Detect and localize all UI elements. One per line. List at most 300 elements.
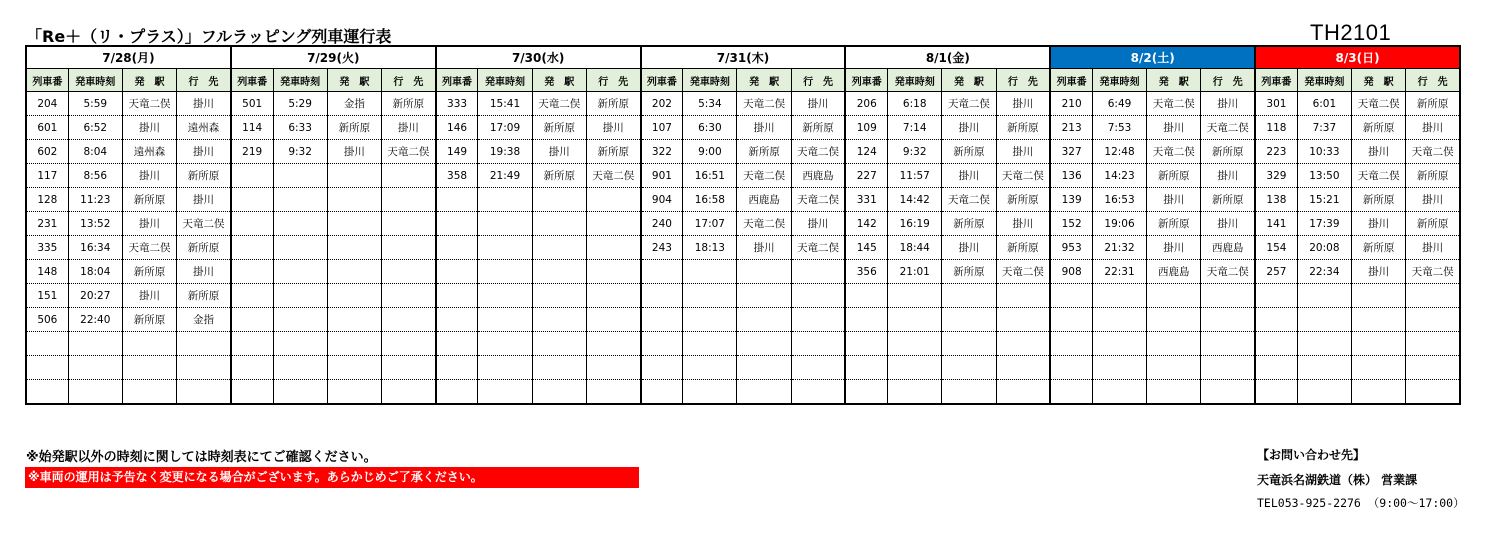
cell-departure-time — [273, 284, 327, 308]
cell-destination — [381, 308, 435, 332]
cell-destination — [586, 332, 640, 356]
column-header-destination: 行 先 — [1406, 69, 1460, 92]
cell-origin-station: 掛川 — [942, 236, 996, 260]
cell-departure-time: 9:32 — [888, 140, 942, 164]
cell-train-number — [1050, 308, 1092, 332]
cell-train-number — [845, 308, 887, 332]
column-header-origin-station: 発 駅 — [532, 69, 586, 92]
column-header-train-number: 列車番 — [436, 69, 478, 92]
cell-departure-time: 20:27 — [68, 284, 122, 308]
cell-destination: 新所原 — [586, 140, 640, 164]
table-row — [26, 164, 1460, 188]
cell-train-number — [641, 308, 683, 332]
cell-departure-time — [683, 356, 737, 380]
column-header-destination: 行 先 — [381, 69, 435, 92]
cell-train-number: 602 — [26, 140, 68, 164]
cell-origin-station — [532, 308, 586, 332]
cell-origin-station — [122, 332, 176, 356]
cell-train-number: 213 — [1050, 116, 1092, 140]
table-row — [26, 356, 1460, 380]
cell-origin-station: 天竜二俣 — [1351, 164, 1405, 188]
cell-origin-station: 掛川 — [1351, 260, 1405, 284]
cell-origin-station: 天竜二俣 — [1351, 92, 1405, 116]
cell-train-number: 146 — [436, 116, 478, 140]
column-header-departure-time: 発車時刻 — [888, 69, 942, 92]
cell-train-number: 358 — [436, 164, 478, 188]
cell-departure-time — [478, 284, 532, 308]
cell-train-number: 128 — [26, 188, 68, 212]
column-header-train-number: 列車番 — [1255, 69, 1297, 92]
table-row — [26, 116, 1460, 140]
cell-destination: 掛川 — [996, 212, 1050, 236]
cell-train-number: 152 — [1050, 212, 1092, 236]
cell-train-number: 322 — [641, 140, 683, 164]
cell-origin-station: 遠州森 — [122, 140, 176, 164]
cell-destination — [1406, 380, 1460, 405]
cell-departure-time — [273, 236, 327, 260]
cell-destination — [381, 284, 435, 308]
cell-origin-station — [942, 332, 996, 356]
cell-departure-time: 7:14 — [888, 116, 942, 140]
cell-departure-time — [888, 332, 942, 356]
cell-departure-time: 6:18 — [888, 92, 942, 116]
cell-origin-station — [1351, 308, 1405, 332]
cell-train-number: 136 — [1050, 164, 1092, 188]
cell-destination: 新所原 — [791, 116, 845, 140]
cell-train-number: 301 — [1255, 92, 1297, 116]
cell-train-number: 117 — [26, 164, 68, 188]
cell-destination — [177, 356, 231, 380]
cell-train-number — [845, 356, 887, 380]
cell-departure-time: 6:01 — [1297, 92, 1351, 116]
cell-departure-time — [273, 332, 327, 356]
cell-destination: 新所原 — [1406, 164, 1460, 188]
cell-origin-station: 掛川 — [122, 212, 176, 236]
cell-departure-time — [1297, 332, 1351, 356]
cell-train-number: 107 — [641, 116, 683, 140]
cell-train-number — [1255, 332, 1297, 356]
cell-train-number — [641, 380, 683, 405]
cell-departure-time: 6:33 — [273, 116, 327, 140]
column-header-origin-station: 発 駅 — [1351, 69, 1405, 92]
cell-departure-time: 21:49 — [478, 164, 532, 188]
cell-train-number — [231, 356, 273, 380]
cell-origin-station — [327, 284, 381, 308]
cell-departure-time — [478, 308, 532, 332]
cell-destination: 新所原 — [381, 92, 435, 116]
cell-origin-station — [1351, 332, 1405, 356]
cell-departure-time: 16:34 — [68, 236, 122, 260]
cell-train-number: 243 — [641, 236, 683, 260]
cell-train-number — [1050, 284, 1092, 308]
column-header-destination: 行 先 — [177, 69, 231, 92]
cell-destination: 掛川 — [996, 140, 1050, 164]
table-row — [26, 140, 1460, 164]
cell-departure-time: 14:42 — [888, 188, 942, 212]
cell-train-number: 601 — [26, 116, 68, 140]
cell-destination — [791, 284, 845, 308]
cell-departure-time: 15:21 — [1297, 188, 1351, 212]
cell-departure-time: 12:48 — [1092, 140, 1146, 164]
cell-origin-station: 掛川 — [942, 164, 996, 188]
cell-destination — [791, 380, 845, 405]
cell-origin-station: 掛川 — [1351, 140, 1405, 164]
cell-destination: 掛川 — [1201, 164, 1255, 188]
cell-train-number — [26, 356, 68, 380]
cell-origin-station — [1147, 308, 1201, 332]
cell-destination: 掛川 — [996, 92, 1050, 116]
cell-departure-time — [683, 308, 737, 332]
cell-destination — [177, 380, 231, 405]
cell-destination — [1201, 332, 1255, 356]
cell-destination: 天竜二俣 — [1406, 260, 1460, 284]
cell-destination: 天竜二俣 — [177, 212, 231, 236]
cell-destination — [586, 308, 640, 332]
cell-train-number: 506 — [26, 308, 68, 332]
date-header: 7/31(木) — [641, 46, 846, 69]
cell-destination — [1201, 308, 1255, 332]
cell-origin-station: 新所原 — [327, 116, 381, 140]
column-header-row — [26, 69, 1460, 92]
cell-train-number — [231, 284, 273, 308]
cell-train-number: 501 — [231, 92, 273, 116]
cell-destination: 新所原 — [1406, 212, 1460, 236]
cell-departure-time: 13:50 — [1297, 164, 1351, 188]
cell-departure-time: 11:57 — [888, 164, 942, 188]
cell-origin-station: 天竜二俣 — [122, 236, 176, 260]
cell-destination: 新所原 — [1406, 92, 1460, 116]
cell-departure-time — [273, 212, 327, 236]
cell-departure-time — [478, 212, 532, 236]
cell-departure-time: 17:39 — [1297, 212, 1351, 236]
cell-train-number: 335 — [26, 236, 68, 260]
cell-train-number: 124 — [845, 140, 887, 164]
date-header: 7/30(水) — [436, 46, 641, 69]
cell-train-number: 141 — [1255, 212, 1297, 236]
cell-train-number — [436, 284, 478, 308]
cell-destination: 掛川 — [381, 116, 435, 140]
cell-train-number: 223 — [1255, 140, 1297, 164]
cell-departure-time — [68, 356, 122, 380]
column-header-origin-station: 発 駅 — [1147, 69, 1201, 92]
cell-train-number — [436, 260, 478, 284]
cell-departure-time — [1092, 284, 1146, 308]
cell-origin-station — [327, 188, 381, 212]
document-code: TH2101 — [1310, 20, 1392, 45]
cell-departure-time: 15:41 — [478, 92, 532, 116]
cell-departure-time — [478, 188, 532, 212]
contact-company: 天竜浜名湖鉄道（株） 営業課 — [1257, 473, 1418, 487]
cell-origin-station: 掛川 — [122, 164, 176, 188]
cell-train-number: 114 — [231, 116, 273, 140]
cell-departure-time — [888, 284, 942, 308]
cell-departure-time: 9:32 — [273, 140, 327, 164]
column-header-destination: 行 先 — [1201, 69, 1255, 92]
cell-train-number — [231, 260, 273, 284]
cell-train-number — [1255, 308, 1297, 332]
cell-departure-time: 5:29 — [273, 92, 327, 116]
cell-train-number: 142 — [845, 212, 887, 236]
cell-destination: 掛川 — [177, 260, 231, 284]
column-header-destination: 行 先 — [791, 69, 845, 92]
column-header-departure-time: 発車時刻 — [273, 69, 327, 92]
cell-origin-station: 新所原 — [122, 188, 176, 212]
cell-origin-station: 掛川 — [122, 284, 176, 308]
cell-departure-time — [683, 380, 737, 405]
cell-origin-station — [1351, 380, 1405, 405]
cell-destination — [1406, 356, 1460, 380]
cell-train-number — [641, 260, 683, 284]
cell-train-number: 257 — [1255, 260, 1297, 284]
cell-train-number: 904 — [641, 188, 683, 212]
cell-departure-time: 14:23 — [1092, 164, 1146, 188]
date-header: 7/29(火) — [231, 46, 436, 69]
cell-departure-time: 22:40 — [68, 308, 122, 332]
cell-departure-time: 20:08 — [1297, 236, 1351, 260]
cell-destination: 掛川 — [1406, 236, 1460, 260]
column-header-destination: 行 先 — [996, 69, 1050, 92]
cell-origin-station — [532, 284, 586, 308]
cell-origin-station: 掛川 — [327, 140, 381, 164]
table-row — [26, 212, 1460, 236]
column-header-departure-time: 発車時刻 — [1297, 69, 1351, 92]
cell-origin-station — [327, 260, 381, 284]
cell-destination: 新所原 — [1201, 140, 1255, 164]
operation-change-notice: ※車両の運用は予告なく変更になる場合がございます。あらかじめご了承ください。 — [25, 467, 639, 488]
cell-origin-station — [327, 308, 381, 332]
cell-origin-station: 新所原 — [1351, 236, 1405, 260]
cell-origin-station: 新所原 — [1351, 116, 1405, 140]
cell-train-number: 154 — [1255, 236, 1297, 260]
cell-origin-station: 新所原 — [1147, 212, 1201, 236]
cell-departure-time — [1297, 308, 1351, 332]
cell-train-number — [231, 380, 273, 405]
cell-destination — [996, 380, 1050, 405]
cell-destination — [381, 212, 435, 236]
cell-train-number: 148 — [26, 260, 68, 284]
cell-train-number: 356 — [845, 260, 887, 284]
cell-origin-station: 新所原 — [942, 212, 996, 236]
column-header-origin-station: 発 駅 — [327, 69, 381, 92]
cell-train-number — [436, 212, 478, 236]
cell-destination — [996, 332, 1050, 356]
cell-departure-time: 6:52 — [68, 116, 122, 140]
cell-train-number: 145 — [845, 236, 887, 260]
cell-train-number — [436, 356, 478, 380]
cell-train-number — [845, 380, 887, 405]
cell-train-number: 231 — [26, 212, 68, 236]
table-row — [26, 260, 1460, 284]
cell-origin-station: 新所原 — [532, 116, 586, 140]
cell-origin-station: 掛川 — [122, 116, 176, 140]
cell-departure-time: 16:58 — [683, 188, 737, 212]
date-header-row — [26, 46, 1460, 69]
column-header-departure-time: 発車時刻 — [478, 69, 532, 92]
cell-departure-time: 18:04 — [68, 260, 122, 284]
cell-train-number — [1050, 356, 1092, 380]
cell-destination: 天竜二俣 — [791, 140, 845, 164]
cell-departure-time: 18:44 — [888, 236, 942, 260]
column-header-train-number: 列車番 — [1050, 69, 1092, 92]
cell-destination — [791, 332, 845, 356]
cell-destination: 天竜二俣 — [1406, 140, 1460, 164]
cell-departure-time: 6:49 — [1092, 92, 1146, 116]
cell-origin-station — [327, 332, 381, 356]
table-row — [26, 308, 1460, 332]
cell-origin-station — [1351, 356, 1405, 380]
timetable-note: ※始発駅以外の時刻に関しては時刻表にてご確認ください。 — [26, 450, 377, 465]
cell-train-number — [231, 188, 273, 212]
cell-train-number — [231, 164, 273, 188]
cell-origin-station: 掛川 — [1147, 188, 1201, 212]
cell-destination — [791, 260, 845, 284]
cell-origin-station: 新所原 — [122, 260, 176, 284]
cell-departure-time: 5:34 — [683, 92, 737, 116]
cell-origin-station — [327, 212, 381, 236]
cell-origin-station — [532, 380, 586, 405]
cell-destination: 天竜二俣 — [791, 236, 845, 260]
cell-departure-time: 6:30 — [683, 116, 737, 140]
cell-destination — [381, 260, 435, 284]
cell-train-number — [231, 332, 273, 356]
table-row — [26, 380, 1460, 405]
cell-departure-time: 17:07 — [683, 212, 737, 236]
cell-origin-station: 天竜二俣 — [942, 188, 996, 212]
cell-departure-time — [888, 308, 942, 332]
cell-origin-station — [1147, 356, 1201, 380]
cell-train-number — [1255, 284, 1297, 308]
cell-departure-time — [1297, 380, 1351, 405]
cell-destination — [791, 308, 845, 332]
cell-departure-time — [888, 356, 942, 380]
cell-origin-station: 天竜二俣 — [737, 164, 791, 188]
cell-destination: 天竜二俣 — [996, 164, 1050, 188]
cell-origin-station — [532, 356, 586, 380]
timetable — [25, 45, 1461, 405]
cell-origin-station: 掛川 — [942, 116, 996, 140]
cell-train-number — [1050, 332, 1092, 356]
cell-departure-time: 18:13 — [683, 236, 737, 260]
cell-origin-station: 天竜二俣 — [737, 212, 791, 236]
cell-departure-time — [1092, 308, 1146, 332]
cell-train-number: 151 — [26, 284, 68, 308]
cell-train-number — [231, 236, 273, 260]
cell-origin-station — [1147, 284, 1201, 308]
cell-destination — [996, 356, 1050, 380]
cell-train-number — [436, 332, 478, 356]
cell-origin-station — [532, 332, 586, 356]
cell-train-number: 953 — [1050, 236, 1092, 260]
cell-train-number — [1255, 380, 1297, 405]
cell-train-number — [436, 236, 478, 260]
cell-destination — [586, 260, 640, 284]
cell-train-number — [641, 332, 683, 356]
column-header-origin-station: 発 駅 — [942, 69, 996, 92]
cell-origin-station — [737, 260, 791, 284]
cell-departure-time — [478, 260, 532, 284]
cell-origin-station: 天竜二俣 — [737, 92, 791, 116]
cell-train-number — [641, 356, 683, 380]
cell-origin-station: 掛川 — [532, 140, 586, 164]
cell-train-number: 149 — [436, 140, 478, 164]
cell-origin-station — [942, 284, 996, 308]
cell-origin-station — [532, 260, 586, 284]
cell-train-number: 901 — [641, 164, 683, 188]
cell-train-number: 210 — [1050, 92, 1092, 116]
cell-departure-time: 11:23 — [68, 188, 122, 212]
cell-departure-time — [1092, 332, 1146, 356]
cell-departure-time: 8:56 — [68, 164, 122, 188]
cell-destination — [1201, 356, 1255, 380]
cell-departure-time — [478, 332, 532, 356]
cell-departure-time: 16:53 — [1092, 188, 1146, 212]
cell-train-number: 109 — [845, 116, 887, 140]
cell-train-number — [26, 332, 68, 356]
cell-destination — [1201, 284, 1255, 308]
cell-origin-station: 掛川 — [737, 116, 791, 140]
cell-destination — [586, 356, 640, 380]
column-header-train-number: 列車番 — [845, 69, 887, 92]
cell-origin-station — [737, 284, 791, 308]
cell-destination — [1406, 308, 1460, 332]
cell-destination — [1201, 380, 1255, 405]
cell-departure-time: 21:01 — [888, 260, 942, 284]
cell-departure-time: 10:33 — [1297, 140, 1351, 164]
cell-destination: 掛川 — [586, 116, 640, 140]
cell-origin-station — [532, 212, 586, 236]
table-row — [26, 332, 1460, 356]
cell-destination: 天竜二俣 — [586, 164, 640, 188]
cell-train-number — [845, 284, 887, 308]
cell-destination: 西鹿島 — [1201, 236, 1255, 260]
cell-destination: 西鹿島 — [791, 164, 845, 188]
cell-train-number: 202 — [641, 92, 683, 116]
date-header: 8/1(金) — [845, 46, 1050, 69]
column-header-destination: 行 先 — [586, 69, 640, 92]
column-header-train-number: 列車番 — [231, 69, 273, 92]
cell-train-number: 206 — [845, 92, 887, 116]
cell-destination — [1406, 332, 1460, 356]
cell-origin-station — [1351, 284, 1405, 308]
cell-departure-time: 16:51 — [683, 164, 737, 188]
cell-train-number: 908 — [1050, 260, 1092, 284]
cell-destination — [996, 284, 1050, 308]
cell-destination: 天竜二俣 — [791, 188, 845, 212]
cell-origin-station: 天竜二俣 — [1147, 140, 1201, 164]
cell-destination — [381, 332, 435, 356]
cell-destination: 掛川 — [1201, 92, 1255, 116]
cell-departure-time: 19:38 — [478, 140, 532, 164]
cell-departure-time — [273, 260, 327, 284]
cell-departure-time: 16:19 — [888, 212, 942, 236]
cell-destination: 掛川 — [791, 212, 845, 236]
cell-train-number: 327 — [1050, 140, 1092, 164]
date-header: 8/2(土) — [1050, 46, 1255, 69]
column-header-origin-station: 発 駅 — [122, 69, 176, 92]
cell-origin-station — [942, 356, 996, 380]
cell-destination — [381, 188, 435, 212]
column-header-departure-time: 発車時刻 — [1092, 69, 1146, 92]
table-row — [26, 284, 1460, 308]
cell-origin-station: 新所原 — [942, 260, 996, 284]
cell-departure-time: 13:52 — [68, 212, 122, 236]
cell-origin-station — [737, 380, 791, 405]
cell-destination — [381, 236, 435, 260]
table-row — [26, 188, 1460, 212]
cell-origin-station: 西鹿島 — [737, 188, 791, 212]
cell-departure-time — [273, 308, 327, 332]
date-header: 7/28(月) — [26, 46, 231, 69]
